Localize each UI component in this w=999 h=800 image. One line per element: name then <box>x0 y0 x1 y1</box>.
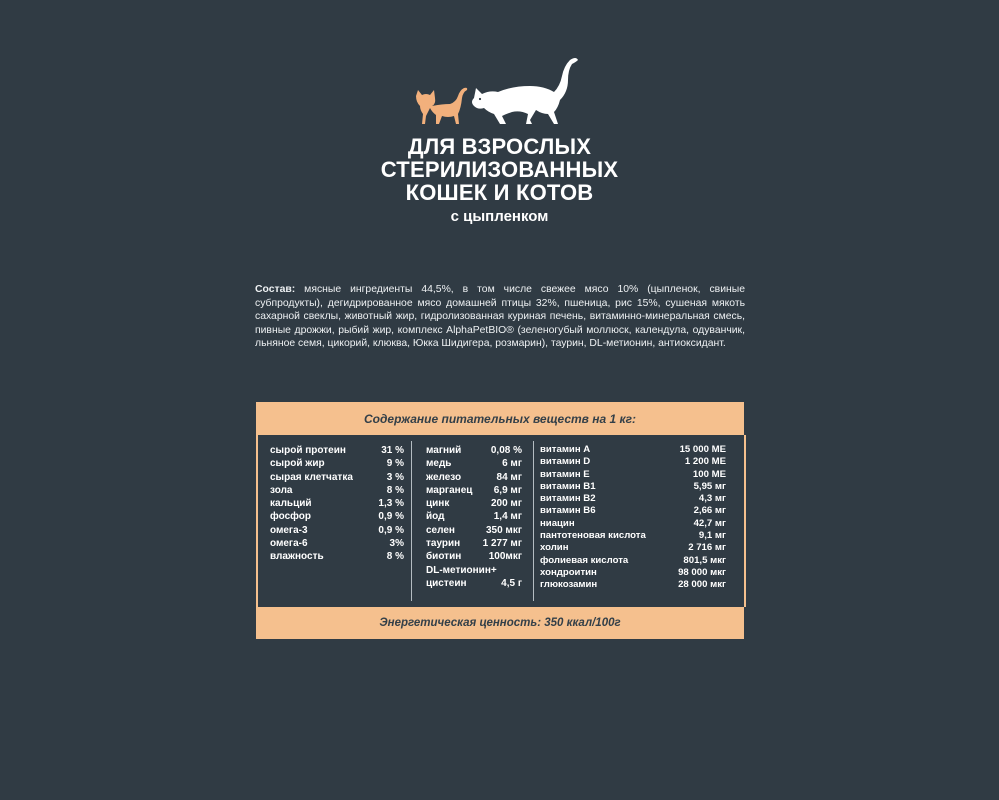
nutrient-row <box>426 524 522 537</box>
nutrient-name: хондроитин <box>540 566 597 578</box>
nutrient-value: 350 мкг <box>485 524 522 536</box>
nutrient-row <box>540 567 726 579</box>
nutrient-value: 6,9 мг <box>493 484 522 496</box>
nutrient-value: 0,08 % <box>490 445 522 456</box>
nutrient-name: пантотеновая кислота <box>540 530 646 542</box>
nutrient-row <box>540 579 726 591</box>
nutrient-name: сырой жир <box>270 458 325 470</box>
kitten-silhouette-icon <box>416 88 467 124</box>
nutrient-name: ниацин <box>540 517 575 529</box>
product-subtitle: с цыпленком <box>450 208 549 225</box>
nutrient-value: 5,95 мг <box>693 480 726 492</box>
nutrient-value: 98 000 мкг <box>678 566 726 578</box>
nutrient-value: 1 277 мг <box>482 538 522 550</box>
nutrient-row <box>540 493 726 505</box>
nutrition-header: Содержание питательных веществ на 1 кг: <box>256 402 744 435</box>
nutrient-name: витамин D <box>540 456 591 468</box>
composition-label: Состав: <box>255 284 296 295</box>
nutrient-name: таурин <box>426 538 461 550</box>
nutrient-row <box>270 484 404 497</box>
nutrient-value: 4,3 мг <box>698 493 726 505</box>
nutrient-name: омега-6 <box>270 538 308 550</box>
nutrient-row <box>426 471 522 484</box>
title-line-2: СТЕРИЛИЗОВАННЫХ <box>380 157 619 182</box>
nutrient-row <box>426 484 522 497</box>
nutrient-name: витамин B1 <box>540 480 596 492</box>
nutrient-name: витамин A <box>540 444 591 455</box>
nutrient-value: 801,5 мкг <box>683 554 726 566</box>
nutrient-name: холин <box>540 542 569 554</box>
nutrient-row <box>270 537 404 550</box>
nutrient-name: медь <box>426 458 452 470</box>
nutrient-value: 9 % <box>386 458 404 470</box>
nutrient-name: витамин B2 <box>540 493 596 505</box>
nutrients-column-2 <box>426 444 522 590</box>
nutrient-name: омега-3 <box>270 524 308 536</box>
nutrient-row <box>270 457 404 470</box>
nutrient-row <box>540 456 726 468</box>
nutrient-value: 15 000 МЕ <box>679 444 726 455</box>
nutrient-row <box>540 530 726 542</box>
nutrient-value: 0,9 % <box>378 524 404 536</box>
nutrients-column-1 <box>270 444 404 564</box>
nutrient-row <box>426 550 522 563</box>
nutrient-value: 200 мг <box>490 498 522 510</box>
nutrient-value: 0,9 % <box>378 511 404 523</box>
nutrient-name: магний <box>426 445 462 456</box>
title-line-3: КОШЕК И КОТОВ <box>405 180 594 205</box>
nutrient-row <box>540 505 726 517</box>
nutrient-row <box>270 444 404 457</box>
column-divider <box>411 441 412 601</box>
nutrient-name: цинк <box>426 498 450 510</box>
nutrient-row <box>426 577 522 590</box>
nutrient-name: зола <box>270 484 293 496</box>
nutrient-row <box>270 471 404 484</box>
nutrient-value: 6 мг <box>502 458 522 470</box>
nutrient-name: селен <box>426 524 455 536</box>
nutrient-value: 3 % <box>386 471 404 483</box>
nutrient-value: 42,7 мг <box>693 517 726 529</box>
title-line-1: ДЛЯ ВЗРОСЛЫХ <box>407 134 592 159</box>
nutrient-row <box>540 542 726 554</box>
nutrient-name: глюкозамин <box>540 579 598 591</box>
nutrient-row <box>540 444 726 456</box>
nutrient-value: 2,66 мг <box>693 505 726 517</box>
nutrient-row <box>426 444 522 457</box>
energy-value: Энергетическая ценность: 350 ккал/100г <box>256 607 744 639</box>
nutrient-row <box>540 555 726 567</box>
nutrient-value: 3% <box>389 538 404 550</box>
nutrition-table <box>256 402 744 639</box>
nutrient-value: 84 мг <box>496 471 522 483</box>
nutrient-value: 2 716 мг <box>688 542 726 554</box>
nutrient-row <box>426 564 522 577</box>
nutrient-value: 1,4 мг <box>493 511 522 523</box>
nutrient-name: фолиевая кислота <box>540 554 629 566</box>
nutrient-name: йод <box>426 511 445 523</box>
cats-illustration <box>408 52 588 132</box>
nutrient-name: сырой протеин <box>270 445 346 456</box>
nutrient-value: 8 % <box>386 551 404 563</box>
composition-body: мясные ингредиенты 44,5%, в том числе свежее мясо 10% (цыпленок, свиные субпродукты), дегидрированное мясо домашней птицы 32%, пшеница, рис 15%, сушеная мякоть сахарной свеклы, животный жир, гидролизованная куриная печень, витаминно-минеральная смесь, пивные дрожжи, рыбий жир, комплекс AlphaPetBIO® (зеленогубый моллюск, календула, одуванчик, льняное семя, цикорий, клюква, Юкка Шидигера, розмарин), таурин, DL-метионин, антиоксидант. <box>255 284 745 350</box>
nutrient-name: влажность <box>270 551 324 563</box>
composition-text <box>255 283 745 351</box>
nutrient-row <box>426 457 522 470</box>
nutrient-value: 28 000 мкг <box>678 579 726 591</box>
nutrient-value: 100 МЕ <box>692 468 726 480</box>
product-title <box>0 135 999 204</box>
nutrient-row <box>270 524 404 537</box>
nutrient-value: 31 % <box>381 445 404 456</box>
nutrient-row <box>426 537 522 550</box>
nutrient-row <box>426 497 522 510</box>
nutrient-name: биотин <box>426 551 462 563</box>
nutrient-name: витамин B6 <box>540 505 596 517</box>
nutrient-name: DL-метионин+ <box>426 564 497 576</box>
nutrient-name: марганец <box>426 484 473 496</box>
nutrient-row <box>540 469 726 481</box>
nutrient-name: железо <box>426 471 462 483</box>
nutrient-row <box>270 550 404 563</box>
nutrient-row <box>270 497 404 510</box>
nutrient-row <box>426 510 522 523</box>
nutrients-column-3 <box>540 444 726 592</box>
nutrient-name: кальций <box>270 498 312 510</box>
nutrient-row <box>540 481 726 493</box>
nutrient-value: 9,1 мг <box>698 530 726 542</box>
nutrient-value: 100мкг <box>488 551 522 563</box>
nutrient-row <box>270 510 404 523</box>
nutrient-value: 4,5 г <box>501 577 522 589</box>
nutrient-name: фосфор <box>270 511 311 523</box>
nutrient-name: цистеин <box>426 577 467 589</box>
nutrient-row <box>540 518 726 530</box>
nutrient-value: 8 % <box>386 484 404 496</box>
nutrition-body <box>256 435 746 607</box>
nutrient-name: сырая клетчатка <box>270 471 353 483</box>
cat-silhouette-icon <box>472 58 578 124</box>
nutrient-value: 1 200 МЕ <box>684 456 726 468</box>
nutrient-name: витамин E <box>540 468 590 480</box>
column-divider <box>533 441 534 601</box>
nutrient-value: 1,3 % <box>378 498 404 510</box>
